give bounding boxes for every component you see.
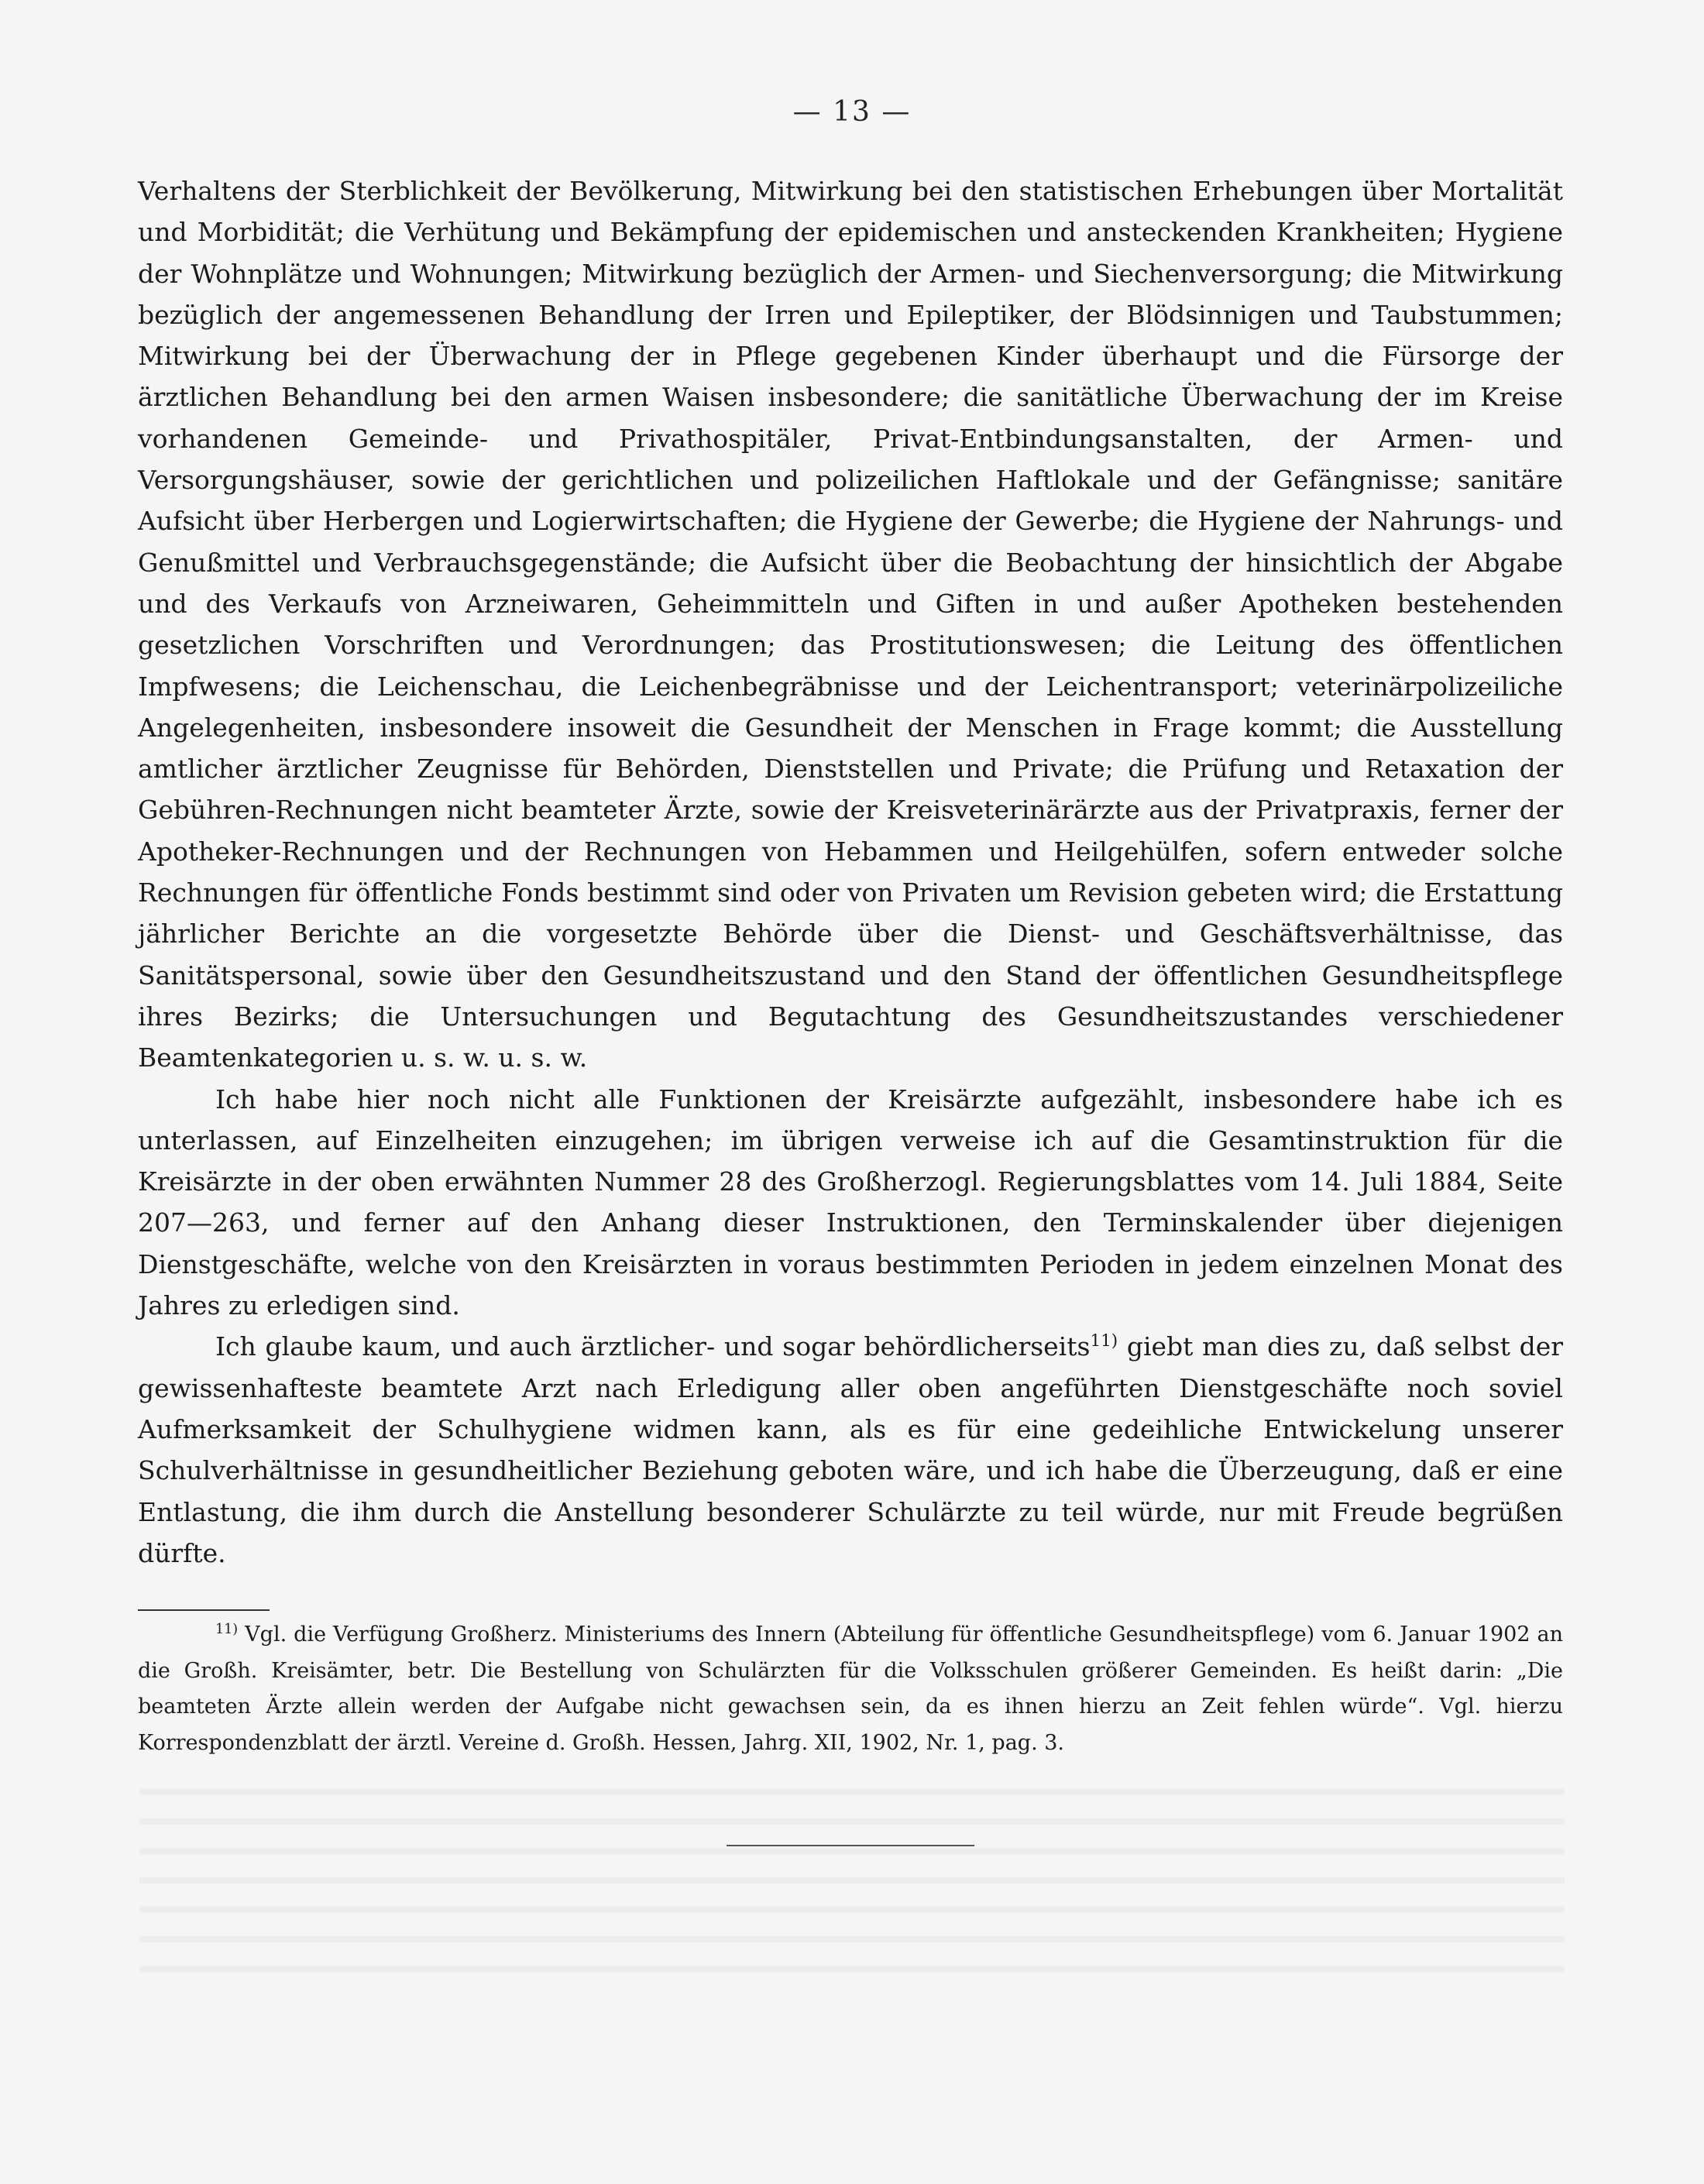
footnote-divider: [138, 1609, 270, 1611]
bleed-through-texture: [139, 1766, 1565, 1983]
paragraph-1: Verhaltens der Sterblichkeit der Bevölkerung, Mitwirkung bei den statistischen Erhebungen über Mortalität und Morbidität; die Verhütung und Bekämpfung der epidemischen und ansteckenden Krankheiten; Hygiene der Wohnplätze und Wohnungen; Mitwirkung bezüglich der Armen- und Siechenversorgung; die Mitwirkung bezüglich der angemessenen Behandlung der Irren und Epileptiker, der Blödsinnigen und Taubstummen; Mitwirkung bei der Überwachung der in Pflege gegebenen Kinder überhaupt und die Fürsorge der ärztlichen Behandlung bei den armen Waisen insbesondere; die sanitätliche Überwachung der im Kreise vorhandenen Gemeinde- und Privathospitäler, Privat-Entbindungsanstalten, der Armen- und Versorgungshäuser, sowie der gerichtlichen und polizeilichen Haftlokale und der Gefängnisse; sanitäre Aufsicht über Herbergen und Logierwirtschaften; die Hygiene der Gewerbe; die Hygiene der Nahrungs- und Genußmittel und Verbrauchsgegenstände; die Aufsicht über die Beobachtung der hinsichtlich der Abgabe und des Verkaufs von Arzneiwaren, Geheimmitteln und Giften in und außer Apotheken bestehenden gesetzlichen Vorschriften und Verordnungen; das Prostitutionswesen; die Leitung des öffentlichen Impfwesens; die Leichenschau, die Leichenbegräbnisse und der Leichentransport; veterinärpolizeiliche Angelegenheiten, insbesondere insoweit die Gesundheit der Menschen in Frage kommt; die Ausstellung amtlicher ärztlicher Zeugnisse für Behörden, Dienststellen und Private; die Prüfung und Retaxation der Gebühren-Rechnungen nicht beamteter Ärzte, sowie der Kreisveterinärärzte aus der Privatpraxis, ferner der Apotheker-Rechnungen und der Rechnungen von Hebammen und Heilgehülfen, sofern entweder solche Rechnungen für öffentliche Fonds bestimmt sind oder von Privaten um Revision gebeten wird; die Erstattung jährlicher Berichte an die vorgesetzte Behörde über die Dienst- und Geschäftsverhältnisse, das Sanitätspersonal, sowie über den Gesundheitszustand und den Stand der öffentlichen Gesundheitspflege ihres Bezirks; die Untersuchungen und Begutachtung des Gesundheitszustandes verschiedener Beamtenkategorien u. s. w. u. s. w.: [138, 176, 1563, 1073]
footnote-marker: 11): [215, 1622, 239, 1637]
main-text: [138, 170, 1563, 1574]
footnote-reference-11[interactable]: 11): [1090, 1331, 1118, 1351]
footnotes: [138, 1617, 1563, 1761]
paragraph-3: [138, 1326, 1563, 1574]
paragraph-2: Ich habe hier noch nicht alle Funktionen der Kreisärzte aufgezählt, insbesondere habe ich es unterlassen, auf Einzelheiten einzugehen; im übrigen verweise ich auf die Gesamtinstruktion für die Kreisärzte in der oben erwähnten Nummer 28 des Großherzogl. Regierungsblattes vom 14. Juli 1884, Seite 207—263, und ferner auf den Anhang dieser Instruktionen, den Terminskalender über diejenigen Dienstgeschäfte, welche von den Kreisärzten in voraus bestimmten Perioden in jedem einzelnen Monat des Jahres zu erledigen sind.: [138, 1083, 1563, 1321]
footnote-text: Vgl. die Verfügung Großherz. Ministeriums des Innern (Abteilung für öffentliche Gesundheitspflege) vom 6. Januar 1902 an die Großh. Kreisämter, betr. Die Bestellung von Schulärzten für die Volksschulen größerer Gemeinden. Es heißt darin: „Die beamteten Ärzte allein werden der Aufgabe nicht gewachsen sein, da es ihnen hierzu an Zeit fehlen würde“. Vgl. hierzu Korrespondenzblatt der ärztl. Vereine d. Großh. Hessen, Jahrg. XII, 1902, Nr. 1, pag. 3.: [138, 1623, 1563, 1755]
footnote-11: [138, 1617, 1563, 1761]
paragraph-3-text-start: Ich glaube kaum, und auch ärztlicher- und sogar behördlicherseits: [215, 1331, 1091, 1362]
page-number: — 13 —: [792, 96, 912, 128]
bottom-rule: [727, 1845, 974, 1846]
paragraph-3-text-end: giebt man dies zu, daß selbst der gewissenhafteste beamtete Arzt nach Erledigung aller oben angeführten Dienstgeschäfte noch soviel Aufmerksamkeit der Schulhygiene widmen kann, als es für eine gedeihliche Entwickelung unserer Schulverhältnisse in gesundheitlicher Beziehung geboten wäre, und ich habe die Überzeugung, daß er eine Entlastung, die ihm durch die Anstellung besonderer Schulärzte zu teil würde, nur mit Freude begrüßen dürfte.: [138, 1331, 1564, 1568]
